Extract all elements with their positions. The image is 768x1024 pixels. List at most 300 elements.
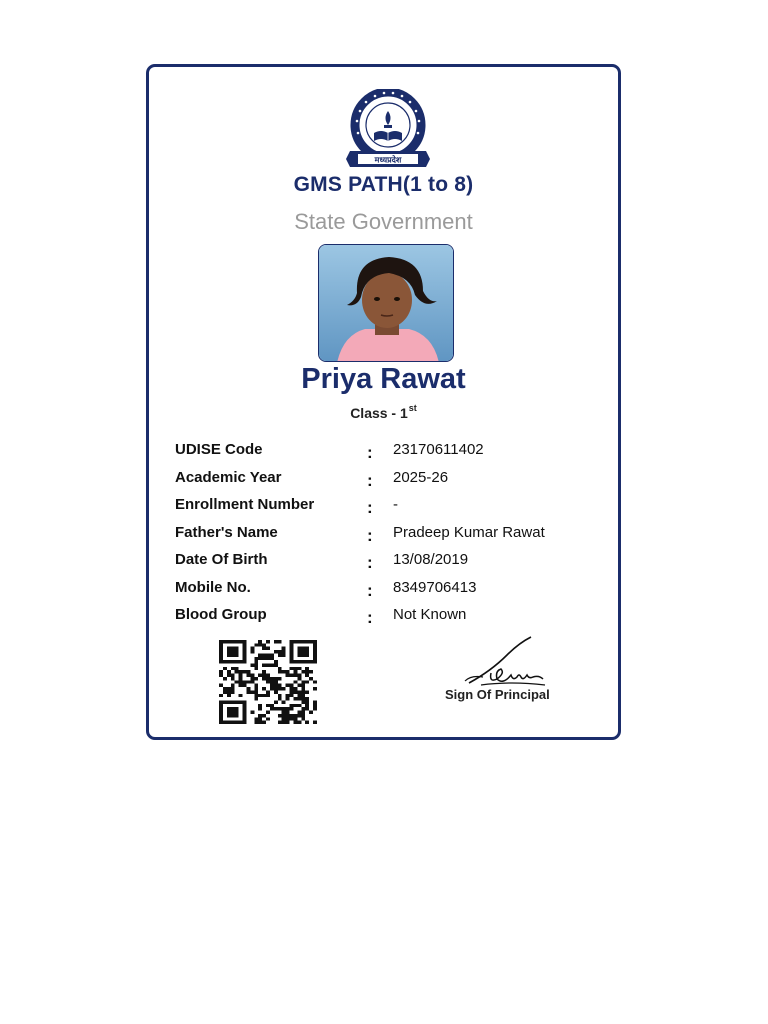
student-photo — [318, 244, 454, 362]
qr-module — [239, 660, 243, 663]
qr-module — [243, 711, 247, 714]
qr-module — [301, 647, 305, 650]
qr-module — [270, 684, 274, 687]
qr-module — [278, 714, 282, 717]
detail-value: 8349706413 — [393, 578, 477, 596]
qr-module — [262, 647, 266, 650]
qr-module — [290, 704, 294, 707]
qr-module — [227, 660, 231, 663]
qr-module — [231, 711, 235, 714]
qr-module — [219, 704, 223, 707]
qr-module — [290, 684, 294, 687]
detail-row-academic-year — [175, 469, 595, 497]
qr-module — [262, 664, 266, 667]
qr-module — [297, 684, 301, 687]
qr-module — [290, 694, 294, 697]
qr-module — [278, 670, 282, 673]
qr-module — [309, 711, 313, 714]
qr-module — [219, 647, 223, 650]
detail-colon: : — [367, 525, 373, 545]
qr-module — [305, 660, 309, 663]
qr-module — [297, 653, 301, 656]
qr-module — [290, 667, 294, 670]
qr-module — [313, 657, 317, 660]
qr-module — [313, 680, 317, 683]
qr-module — [282, 721, 286, 724]
qr-module — [282, 653, 286, 656]
qr-module — [254, 657, 258, 660]
qr-module — [301, 717, 305, 720]
qr-module — [305, 721, 309, 724]
qr-module — [219, 674, 223, 677]
qr-module — [266, 677, 270, 680]
qr-module — [274, 687, 278, 690]
qr-module — [246, 680, 250, 683]
qr-module — [301, 714, 305, 717]
qr-module — [235, 667, 239, 670]
qr-module — [313, 707, 317, 710]
qr-module — [290, 640, 294, 643]
qr-module — [266, 664, 270, 667]
qr-module — [231, 677, 235, 680]
qr-module — [258, 704, 262, 707]
detail-label: Enrollment Number — [175, 496, 315, 513]
qr-module — [274, 707, 278, 710]
qr-module — [243, 647, 247, 650]
qr-module — [262, 687, 266, 690]
qr-module — [282, 700, 286, 703]
qr-module — [243, 640, 247, 643]
qr-module — [293, 667, 297, 670]
qr-module — [239, 721, 243, 724]
qr-module — [223, 721, 227, 724]
principal-signature-icon — [461, 635, 551, 691]
qr-module — [254, 667, 258, 670]
qr-module — [266, 640, 270, 643]
qr-module — [270, 680, 274, 683]
qr-module — [219, 660, 223, 663]
qr-module — [219, 707, 223, 710]
qr-module — [286, 721, 290, 724]
qr-module — [246, 687, 250, 690]
qr-module — [227, 670, 231, 673]
qr-module — [301, 653, 305, 656]
qr-module — [305, 697, 309, 700]
qr-module — [270, 664, 274, 667]
qr-module — [313, 643, 317, 646]
student-name: Priya Rawat — [301, 363, 466, 395]
qr-module — [219, 643, 223, 646]
qr-module — [235, 670, 239, 673]
qr-module — [278, 707, 282, 710]
detail-colon: : — [367, 498, 373, 517]
qr-module — [235, 721, 239, 724]
qr-module — [297, 674, 301, 677]
qr-module — [270, 653, 274, 656]
qr-module — [290, 647, 294, 650]
qr-module — [282, 647, 286, 650]
qr-module — [254, 677, 258, 680]
qr-module — [262, 677, 266, 680]
qr-module — [254, 664, 258, 667]
qr-module — [227, 700, 231, 703]
qr-module — [254, 687, 258, 690]
class-suffix: st — [408, 403, 417, 413]
qr-module — [278, 650, 282, 653]
qr-module — [239, 680, 243, 683]
details-table — [175, 441, 595, 634]
qr-module — [227, 650, 231, 653]
qr-module — [266, 674, 270, 677]
qr-module — [250, 650, 254, 653]
qr-module — [274, 640, 278, 643]
qr-module — [227, 687, 231, 690]
qr-module — [262, 694, 266, 697]
qr-module — [254, 690, 258, 693]
qr-module — [305, 674, 309, 677]
qr-module — [258, 640, 262, 643]
qr-module — [235, 640, 239, 643]
qr-module — [254, 694, 258, 697]
qr-module — [278, 697, 282, 700]
qr-module — [235, 714, 239, 717]
qr-module — [286, 694, 290, 697]
qr-module — [243, 680, 247, 683]
qr-module — [301, 711, 305, 714]
qr-module — [274, 677, 278, 680]
qr-module — [239, 674, 243, 677]
qr-module — [243, 643, 247, 646]
qr-module — [243, 657, 247, 660]
qr-module — [243, 717, 247, 720]
qr-module — [305, 670, 309, 673]
qr-module — [235, 707, 239, 710]
qr-module — [235, 653, 239, 656]
qr-module — [243, 704, 247, 707]
detail-label: Date Of Birth — [175, 551, 268, 568]
qr-module — [305, 650, 309, 653]
qr-module — [309, 660, 313, 663]
qr-module — [219, 653, 223, 656]
detail-label: Academic Year — [175, 468, 282, 486]
qr-module — [290, 660, 294, 663]
qr-module — [301, 697, 305, 700]
detail-label: Father's Name — [175, 523, 278, 541]
qr-module — [278, 694, 282, 697]
qr-module — [262, 714, 266, 717]
qr-module — [235, 700, 239, 703]
qr-module — [278, 721, 282, 724]
qr-module — [301, 684, 305, 687]
qr-module — [301, 670, 305, 673]
qr-module — [286, 707, 290, 710]
qr-module — [258, 721, 262, 724]
qr-module — [297, 694, 301, 697]
qr-module — [278, 667, 282, 670]
detail-value: 2025-26 — [393, 468, 449, 486]
qr-module — [254, 697, 258, 700]
qr-module — [297, 677, 301, 680]
detail-label: Blood Group — [175, 606, 267, 623]
detail-value: 13/08/2019 — [393, 551, 469, 568]
detail-colon: : — [367, 553, 373, 572]
qr-module — [254, 643, 258, 646]
qr-module — [266, 657, 270, 660]
qr-module — [258, 674, 262, 677]
qr-module — [309, 677, 313, 680]
qr-module — [243, 721, 247, 724]
qr-module — [250, 674, 254, 677]
qr-module — [223, 667, 227, 670]
qr-module — [219, 640, 223, 643]
detail-colon: : — [367, 470, 373, 490]
qr-module — [270, 677, 274, 680]
qr-module — [282, 717, 286, 720]
qr-module — [223, 700, 227, 703]
qr-module — [286, 670, 290, 673]
qr-module — [266, 690, 270, 693]
qr-module — [313, 650, 317, 653]
qr-module — [293, 687, 297, 690]
qr-module — [227, 721, 231, 724]
qr-module — [309, 640, 313, 643]
qr-module — [297, 711, 301, 714]
qr-module — [262, 721, 266, 724]
qr-module — [305, 707, 309, 710]
qr-module — [286, 711, 290, 714]
qr-module — [239, 694, 243, 697]
qr-module — [274, 650, 278, 653]
qr-module — [258, 694, 262, 697]
qr-module — [305, 667, 309, 670]
qr-module — [278, 677, 282, 680]
qr-module — [262, 657, 266, 660]
qr-module — [313, 660, 317, 663]
qr-module — [274, 684, 278, 687]
qr-module — [246, 690, 250, 693]
qr-module — [282, 670, 286, 673]
qr-module — [235, 680, 239, 683]
qr-module — [293, 640, 297, 643]
qr-module — [219, 650, 223, 653]
qr-module — [278, 684, 282, 687]
school-name: GMS PATH(1 to 8) — [293, 173, 474, 196]
qr-module — [270, 687, 274, 690]
qr-module — [293, 717, 297, 720]
qr-module — [282, 714, 286, 717]
qr-module — [266, 694, 270, 697]
qr-module — [274, 664, 278, 667]
detail-colon: : — [367, 443, 373, 462]
qr-module — [227, 694, 231, 697]
qr-module — [219, 670, 223, 673]
qr-module — [278, 687, 282, 690]
detail-colon: : — [367, 608, 373, 627]
qr-module — [313, 640, 317, 643]
detail-value: - — [393, 496, 398, 513]
detail-value: 23170611402 — [393, 441, 484, 458]
qr-module — [305, 653, 309, 656]
qr-module — [239, 670, 243, 673]
qr-module — [223, 687, 227, 690]
qr-module — [219, 657, 223, 660]
qr-module — [301, 660, 305, 663]
qr-module — [297, 667, 301, 670]
qr-module — [293, 674, 297, 677]
qr-module — [266, 717, 270, 720]
qr-module — [290, 674, 294, 677]
qr-module — [313, 653, 317, 656]
qr-module — [297, 647, 301, 650]
qr-module — [227, 640, 231, 643]
qr-module — [266, 680, 270, 683]
qr-module — [313, 687, 317, 690]
qr-module — [301, 680, 305, 683]
qr-module — [231, 687, 235, 690]
qr-module — [227, 707, 231, 710]
qr-module — [231, 650, 235, 653]
qr-code-icon — [219, 640, 317, 724]
qr-module — [258, 657, 262, 660]
qr-module — [313, 647, 317, 650]
qr-module — [274, 690, 278, 693]
qr-module — [286, 674, 290, 677]
qr-module — [243, 660, 247, 663]
qr-module — [254, 717, 258, 720]
qr-module — [305, 700, 309, 703]
qr-module — [266, 653, 270, 656]
qr-module — [282, 650, 286, 653]
qr-module — [239, 700, 243, 703]
qr-module — [278, 640, 282, 643]
qr-module — [301, 687, 305, 690]
school-type: State Government — [294, 209, 473, 234]
qr-module — [231, 647, 235, 650]
qr-module — [243, 650, 247, 653]
qr-module — [227, 690, 231, 693]
qr-module — [282, 711, 286, 714]
qr-module — [266, 647, 270, 650]
qr-module — [301, 690, 305, 693]
qr-module — [266, 711, 270, 714]
qr-module — [235, 660, 239, 663]
id-card — [146, 64, 621, 740]
detail-row-mobile — [175, 579, 595, 607]
qr-module — [227, 674, 231, 677]
qr-module — [301, 694, 305, 697]
qr-module — [231, 714, 235, 717]
student-class — [149, 403, 618, 421]
qr-module — [219, 684, 223, 687]
qr-module — [250, 664, 254, 667]
qr-module — [293, 690, 297, 693]
qr-module — [305, 690, 309, 693]
qr-module — [231, 660, 235, 663]
detail-row-enrollment — [175, 496, 595, 524]
qr-module — [223, 660, 227, 663]
qr-module — [227, 711, 231, 714]
qr-module — [231, 721, 235, 724]
qr-module — [243, 653, 247, 656]
qr-module — [305, 704, 309, 707]
qr-module — [286, 684, 290, 687]
qr-module — [297, 721, 301, 724]
qr-module — [262, 670, 266, 673]
qr-module — [297, 697, 301, 700]
qr-module — [297, 660, 301, 663]
qr-module — [290, 717, 294, 720]
detail-label: Mobile No. — [175, 578, 251, 596]
qr-module — [313, 721, 317, 724]
qr-module — [297, 640, 301, 643]
qr-module — [290, 690, 294, 693]
qr-module — [262, 674, 266, 677]
student-photo-icon — [319, 245, 454, 362]
qr-module — [262, 653, 266, 656]
qr-module — [305, 680, 309, 683]
qr-module — [254, 684, 258, 687]
qr-module — [223, 677, 227, 680]
qr-module — [293, 660, 297, 663]
qr-module — [278, 653, 282, 656]
qr-module — [301, 707, 305, 710]
qr-module — [258, 714, 262, 717]
qr-module — [219, 700, 223, 703]
qr-module — [243, 714, 247, 717]
qr-module — [219, 694, 223, 697]
svg-text:मध्यप्रदेश: मध्यप्रदेश — [374, 155, 402, 165]
qr-module — [223, 640, 227, 643]
detail-row-father-name — [175, 524, 595, 552]
qr-module — [262, 643, 266, 646]
qr-module — [250, 711, 254, 714]
qr-module — [270, 657, 274, 660]
detail-row-dob — [175, 551, 595, 579]
qr-module — [223, 690, 227, 693]
qr-module — [231, 684, 235, 687]
qr-module — [250, 680, 254, 683]
detail-row-blood-group — [175, 606, 595, 634]
qr-module — [235, 650, 239, 653]
qr-module — [301, 650, 305, 653]
detail-value: Pradeep Kumar Rawat — [393, 523, 545, 541]
qr-module — [239, 677, 243, 680]
qr-module — [243, 670, 247, 673]
qr-module — [286, 697, 290, 700]
qr-module — [274, 700, 278, 703]
qr-module — [254, 721, 258, 724]
sign-of-principal-label: Sign Of Principal — [445, 687, 550, 702]
detail-colon: : — [367, 580, 373, 600]
qr-module — [258, 717, 262, 720]
qr-module — [293, 714, 297, 717]
qr-module — [246, 674, 250, 677]
qr-module — [286, 717, 290, 720]
detail-value: Not Known — [393, 606, 467, 623]
qr-module — [235, 647, 239, 650]
qr-module — [243, 700, 247, 703]
qr-module — [290, 657, 294, 660]
qr-module — [227, 647, 231, 650]
qr-module — [258, 643, 262, 646]
qr-module — [282, 707, 286, 710]
qr-module — [231, 653, 235, 656]
qr-module — [219, 717, 223, 720]
qr-module — [250, 677, 254, 680]
qr-module — [293, 670, 297, 673]
qr-module — [270, 704, 274, 707]
qr-module — [297, 714, 301, 717]
